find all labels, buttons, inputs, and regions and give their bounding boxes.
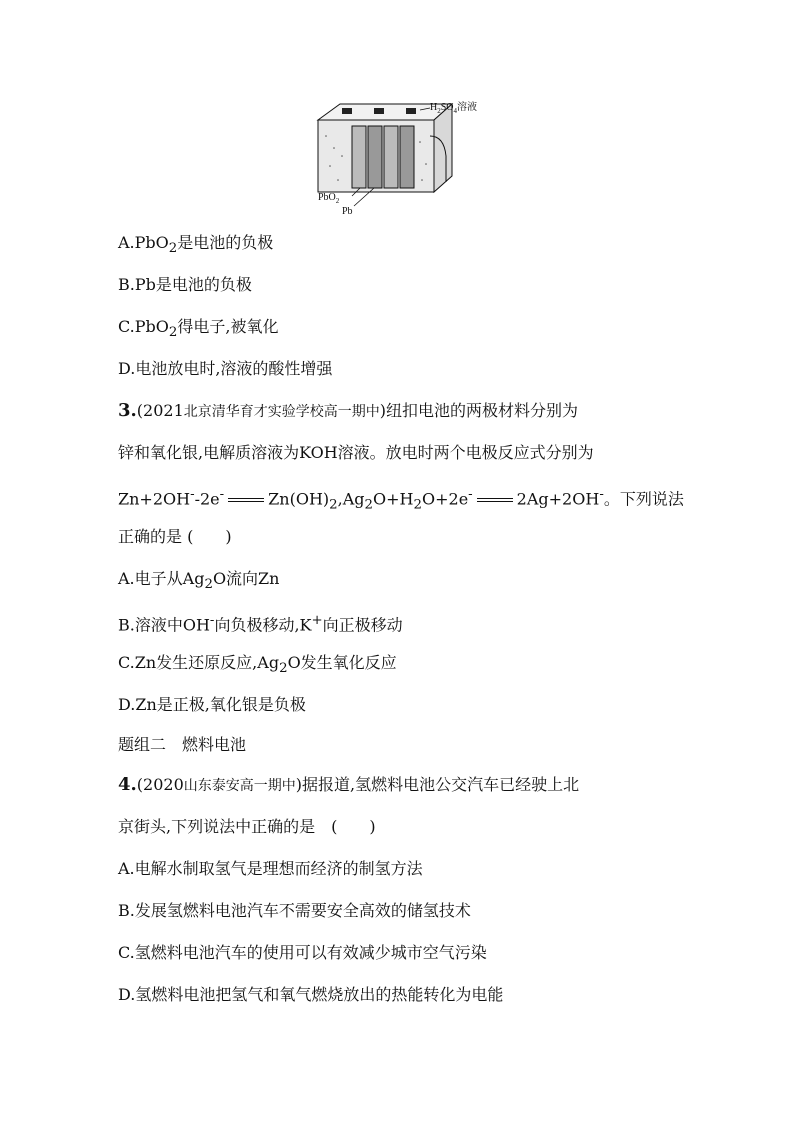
option-c-text: C.Zn发生还原反应,Ag — [118, 653, 280, 672]
option-a-text: A.PbO — [118, 233, 169, 252]
q4-option-a — [118, 858, 423, 880]
pbo2-label: PbO$_2$ — [318, 192, 340, 205]
option-c-text-tail: 得电子,被氧化 — [177, 317, 279, 336]
q2-option-d — [118, 358, 332, 380]
option-a-text: A.电子从Ag — [118, 569, 205, 588]
q3-stem-line-2 — [118, 442, 594, 464]
section-title: 题组二 燃料电池 — [118, 735, 247, 754]
subscript: 2 — [168, 241, 178, 257]
q4-option-d — [118, 984, 503, 1006]
source-year: (2020 — [136, 775, 184, 794]
q3-equation-line — [118, 484, 684, 517]
q2-option-c — [118, 316, 278, 344]
question-number: 3. — [118, 400, 137, 421]
subscript: 2 — [413, 497, 422, 513]
source-year: (2021 — [136, 401, 184, 420]
option-a-text: A.电解水制取氢气是理想而经济的制氢方法 — [118, 859, 423, 878]
eq-text: ,Ag — [337, 489, 365, 509]
question-number: 4. — [118, 774, 137, 795]
eq-text: O+H — [373, 489, 414, 509]
q3-option-c — [118, 652, 397, 680]
source-close: ) — [379, 401, 387, 420]
q3-option-d — [118, 694, 306, 716]
eq-text: -2e — [194, 489, 220, 509]
q4-stem-line-2 — [118, 816, 376, 838]
option-c-text: C.PbO — [118, 317, 169, 336]
superscript: - — [190, 487, 195, 502]
option-b-text-tail: 向正极移动 — [322, 615, 403, 635]
eq-text: 2Ag+2OH — [516, 489, 600, 509]
eq-text: 。下列说法 — [603, 489, 684, 509]
option-d-text: D.氢燃料电池把氢气和氧气燃烧放出的热能转化为电能 — [118, 985, 504, 1004]
q4-option-c — [118, 942, 487, 964]
section-heading — [118, 734, 246, 756]
question-source: 山东泰安高一期中 — [183, 778, 296, 794]
subscript: 2 — [168, 325, 178, 341]
equals-sign — [477, 498, 513, 502]
question-stem: 锌和氧化银,电解质溶液为KOH溶液。放电时两个电极反应式分别为 — [118, 443, 594, 462]
battery-diagram — [312, 96, 492, 222]
question-stem: 纽扣电池的两极材料分别为 — [386, 401, 579, 420]
q2-option-b — [118, 274, 252, 296]
option-b-text: B.溶液中OH — [118, 615, 210, 635]
eq-text: O+2e — [421, 489, 469, 509]
question-stem: 正确的是 ( ) — [118, 527, 232, 546]
eq-text: Zn(OH) — [268, 489, 330, 509]
option-d-text: D.电池放电时,溶液的酸性增强 — [118, 359, 333, 378]
eq-text: Zn+2OH — [118, 489, 191, 509]
option-b-text: B.Pb是电池的负极 — [118, 275, 252, 294]
option-c-text: C.氢燃料电池汽车的使用可以有效减少城市空气污染 — [118, 943, 487, 962]
pb-label: Pb — [342, 206, 353, 217]
question-stem: 据报道,氢燃料电池公交汽车已经驶上北 — [302, 775, 580, 794]
option-d-text: D.Zn是正极,氧化银是负极 — [118, 695, 306, 714]
option-b-text: B.发展氢燃料电池汽车不需要安全高效的储氢技术 — [118, 901, 471, 920]
superscript: - — [599, 487, 604, 502]
q3-option-b — [118, 610, 403, 636]
q4-stem-line-1 — [118, 774, 579, 797]
option-a-text-tail: O流向Zn — [212, 569, 280, 588]
question-source: 北京清华育才实验学校高一期中 — [183, 404, 380, 420]
option-c-text-tail: O发生氧化反应 — [287, 653, 397, 672]
subscript: 2 — [329, 497, 338, 513]
option-b-text-mid: 向负极移动,K — [214, 615, 312, 635]
superscript: - — [468, 487, 473, 502]
superscript: + — [311, 613, 323, 628]
q3-stem-line-1 — [118, 400, 578, 423]
equals-sign — [228, 498, 264, 502]
q2-option-a — [118, 232, 273, 260]
q4-option-b — [118, 900, 471, 922]
question-stem: 京街头,下列说法中正确的是 ( ) — [118, 817, 376, 836]
superscript: - — [219, 487, 225, 502]
source-close: ) — [295, 775, 303, 794]
battery-sketch — [312, 96, 492, 222]
q3-option-a — [118, 568, 279, 596]
superscript: - — [209, 613, 215, 628]
option-a-text-tail: 是电池的负极 — [177, 233, 274, 252]
acid-label: $H_2SO_4$溶液 — [430, 102, 478, 115]
subscript: 2 — [279, 661, 288, 677]
subscript: 2 — [204, 577, 213, 593]
q3-stem-line-4 — [118, 526, 232, 548]
subscript: 2 — [364, 497, 374, 513]
